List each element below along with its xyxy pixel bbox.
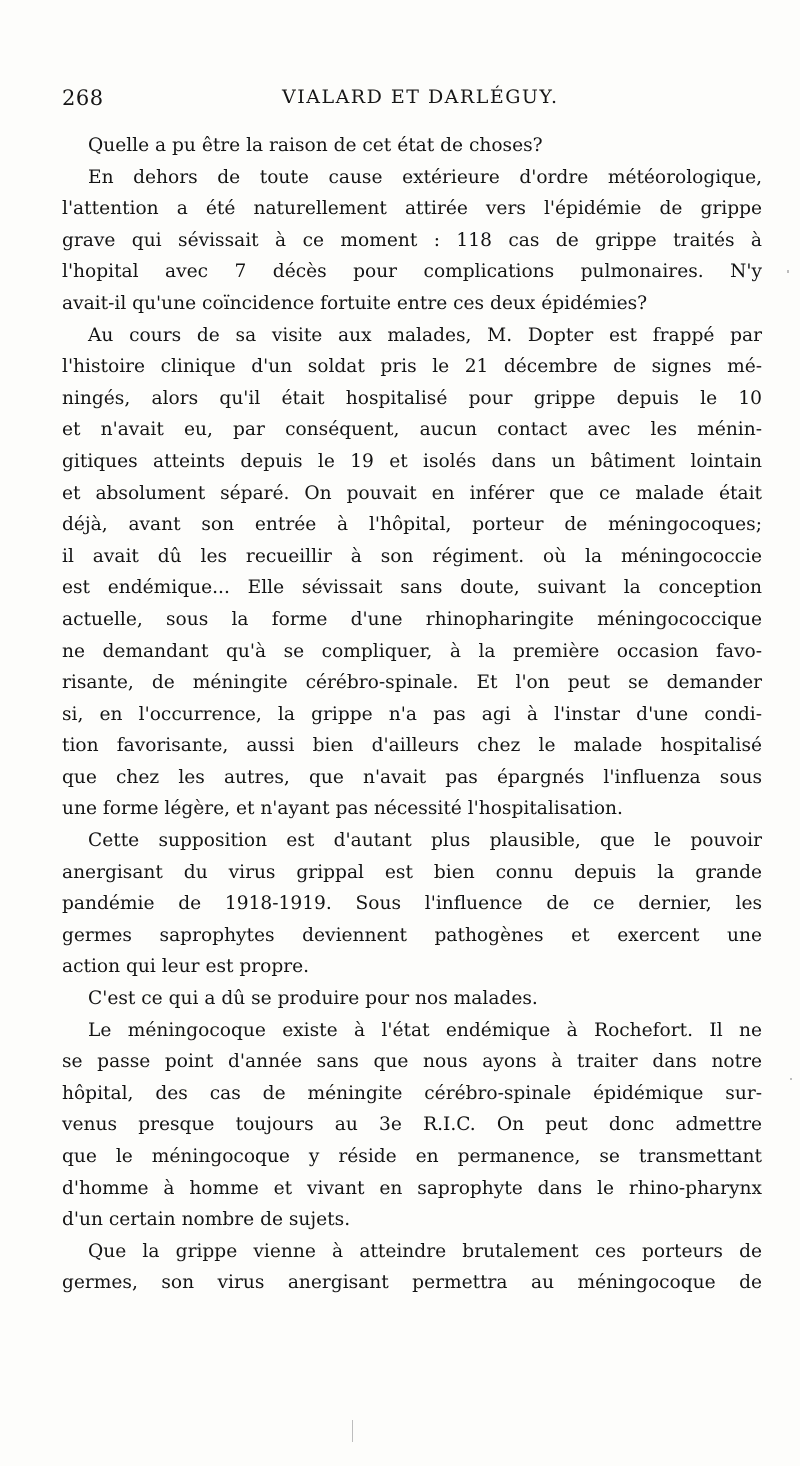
text-line: venus presque toujours au 3e R.I.C. On peut donc admettre [62, 1114, 762, 1136]
text-line: est endémique... Elle sévissait sans doute, suivant la conception [62, 577, 762, 599]
text-line: gitiques atteints depuis le 19 et isolés dans un bâtiment lointain [62, 450, 762, 472]
page-header [62, 86, 770, 118]
running-head: VIALARD ET DARLÉGUY. [282, 86, 559, 108]
text-line: d'homme à homme et vivant en saprophyte dans le rhino-pharynx [62, 1177, 762, 1199]
paragraph [62, 162, 762, 320]
text-line: risante, de méningite cérébro-spinale. Et l'on peut se demander [62, 672, 762, 694]
text-line: se passe point d'année sans que nous ayons à traiter dans notre [62, 1051, 762, 1073]
text-line: pandémie de 1918-1919. Sous l'influence de ce dernier, les [62, 893, 762, 915]
page-number: 268 [62, 86, 104, 110]
text-line: il avait dû les recueillir à son régiment. où la méningococcie [62, 545, 762, 567]
paragraph [62, 130, 762, 162]
text-line: Cette supposition est d'autant plus plausible, que le pouvoir [88, 830, 762, 852]
text-line: grave qui sévissait à ce moment : 118 cas de grippe traités à [62, 229, 762, 251]
paragraph [62, 320, 762, 826]
text-line: l'attention a été naturellement attirée vers l'épidémie de grippe [62, 198, 762, 220]
text-line: ningés, alors qu'il était hospitalisé pour grippe depuis le 10 [62, 387, 762, 409]
text-line: une forme légère, et n'ayant pas nécessité l'hospitalisation. [62, 798, 623, 820]
text-line: C'est ce qui a dû se produire pour nos malades. [88, 988, 538, 1010]
text-line: anergisant du virus grippal est bien connu depuis la grande [62, 861, 762, 883]
text-line: En dehors de toute cause extérieure d'ordre météorologique, [88, 166, 762, 188]
body-text [62, 130, 762, 1299]
text-line: que le méningocoque y réside en permanence, se transmettant [62, 1146, 762, 1167]
paragraph [62, 983, 762, 1015]
text-line: action qui leur est propre. [62, 956, 310, 978]
scan-speck [787, 270, 789, 273]
paragraph [62, 825, 762, 983]
text-line: et absolument séparé. On pouvait en inférer que ce malade était [62, 482, 762, 504]
text-line: actuelle, sous la forme d'une rhinopharingite méningococcique [62, 608, 762, 630]
text-line: d'un certain nombre de sujets. [62, 1209, 351, 1231]
text-line: Au cours de sa visite aux malades, M. Dopter est frappé par [88, 324, 762, 346]
text-line: Le méningocoque existe à l'état endémique à Rochefort. Il ne [88, 1019, 762, 1041]
text-line: l'hopital avec 7 décès pour complications pulmonaires. N'y [62, 261, 762, 283]
scan-speck [790, 1078, 792, 1080]
text-line: germes saprophytes deviennent pathogènes et exercent une [62, 924, 762, 946]
text-line: hôpital, des cas de méningite cérébro-spinale épidémique sur- [62, 1082, 762, 1104]
text-line: tion favorisante, aussi bien d'ailleurs chez le malade hospitalisé [62, 735, 762, 757]
text-line: l'histoire clinique d'un soldat pris le 21 décembre de signes mé- [62, 356, 762, 378]
text-line: si, en l'occurrence, la grippe n'a pas agi à l'instar d'une condi- [62, 703, 762, 725]
text-line: Que la grippe vienne à atteindre brutalement ces porteurs de [88, 1240, 762, 1262]
text-line: et n'avait eu, par conséquent, aucun contact avec les ménin- [62, 419, 762, 441]
text-line: germes, son virus anergisant permettra au méningocoque de [62, 1272, 762, 1294]
text-line: avait-il qu'une coïncidence fortuite entre ces deux épidémies? [62, 292, 648, 314]
text-line: ne demandant qu'à se compliquer, à la première occasion favo- [62, 640, 762, 662]
paragraph [62, 1015, 762, 1236]
text-line: déjà, avant son entrée à l'hôpital, porteur de méningocoques; [62, 514, 762, 536]
paragraph [62, 1236, 762, 1299]
scan-speck [352, 1420, 353, 1442]
text-line: que chez les autres, que n'avait pas épargnés l'influenza sous [62, 766, 762, 788]
text-line: Quelle a pu être la raison de cet état de choses? [88, 135, 543, 156]
